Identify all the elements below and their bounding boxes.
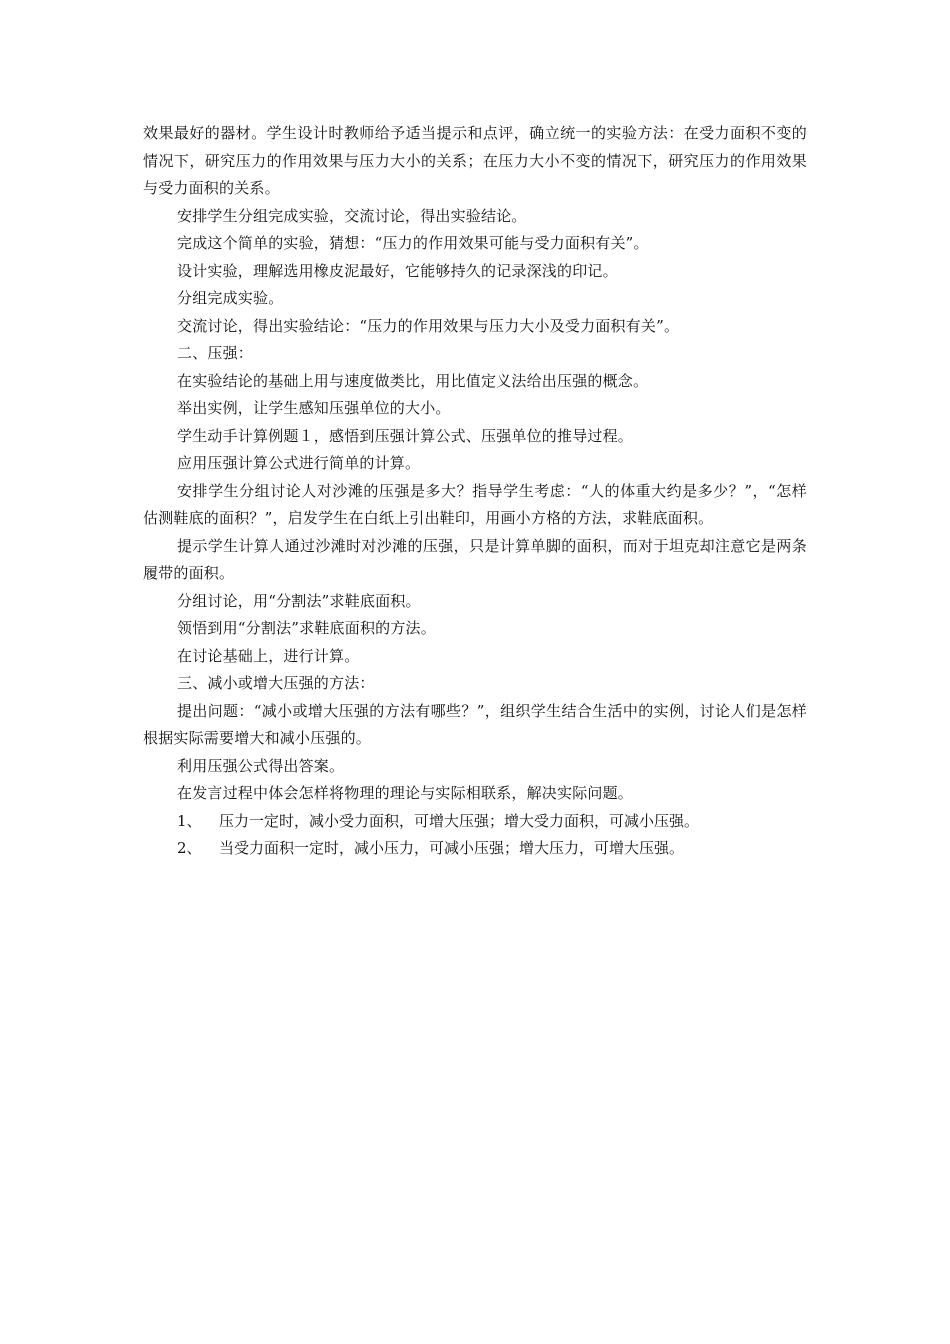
list-item-1	[143, 808, 807, 836]
paragraph-3: 完成这个简单的实验，猜想：“压力的作用效果可能与受力面积有关”。	[177, 234, 649, 252]
list-item-text: 当受力面积一定时，减小压力，可减小压强；增大压力，可增大压强。	[219, 839, 685, 857]
paragraph-9: 举出实例，让学生感知压强单位的大小。	[177, 399, 451, 417]
paragraph-4: 设计实验，理解选用橡皮泥最好，它能够持久的记录深浅的印记。	[177, 261, 618, 280]
section-heading-methods: 三、减小或增大压强的方法：	[177, 674, 375, 692]
list-item-number: 2、	[177, 839, 202, 857]
list-item-text: 压力一定时，减小受力面积，可增大压强；增大受力面积，可减小压强。	[219, 811, 700, 830]
paragraph-18: 提出问题：“减小或增大压强的方法有哪些？”，组织学生结合生活中的实例，讨论人们是怎样根据实际需要增大和减小压强的。	[143, 701, 807, 747]
paragraph-11: 应用压强计算公式进行简单的计算。	[177, 454, 421, 472]
paragraph-20: 在发言过程中体会怎样将物理的理论与实际相联系，解决实际问题。	[177, 784, 634, 802]
paragraph-13: 提示学生计算人通过沙滩时对沙滩的压强，只是计算单脚的面积，而对于坦克却注意它是两条履带的面积。	[143, 536, 807, 582]
paragraph-5: 分组完成实验。	[177, 289, 284, 307]
paragraph-12: 安排学生分组讨论人对沙滩的压强是多大？指导学生考虑：“人的体重大约是多少？”，“怎样估测鞋底的面积？”，启发学生在白纸上引出鞋印，用画小方格的方法，求鞋底面积。	[143, 481, 807, 527]
paragraph-10: 学生动手计算例题１，感悟到压强计算公式、压强单位的推导过程。	[177, 426, 634, 445]
list-item-2	[143, 835, 807, 863]
paragraph-2: 安排学生分组完成实验，交流讨论，得出实验结论。	[177, 206, 527, 225]
list-item-number: 1、	[177, 811, 202, 830]
document-body	[143, 120, 807, 863]
paragraph-14: 分组讨论，用“分割法”求鞋底面积。	[177, 591, 421, 610]
paragraph-19: 利用压强公式得出答案。	[177, 756, 345, 775]
paragraph-15: 领悟到用“分割法”求鞋底面积的方法。	[177, 619, 436, 637]
paragraph-8: 在实验结论的基础上用与速度做类比，用比值定义法给出压强的概念。	[177, 371, 649, 390]
section-heading-pressure: 二、压强：	[177, 344, 254, 362]
paragraph-1: 效果最好的器材。学生设计时教师给予适当提示和点评，确立统一的实验方法：在受力面积不变的情况下，研究压力的作用效果与压力大小的关系；在压力大小不变的情况下，研究压力的作用效果与受力面积的关系。	[143, 124, 807, 197]
paragraph-16: 在讨论基础上，进行计算。	[177, 646, 360, 665]
paragraph-6: 交流讨论，得出实验结论：“压力的作用效果与压力大小及受力面积有关”。	[177, 316, 680, 335]
